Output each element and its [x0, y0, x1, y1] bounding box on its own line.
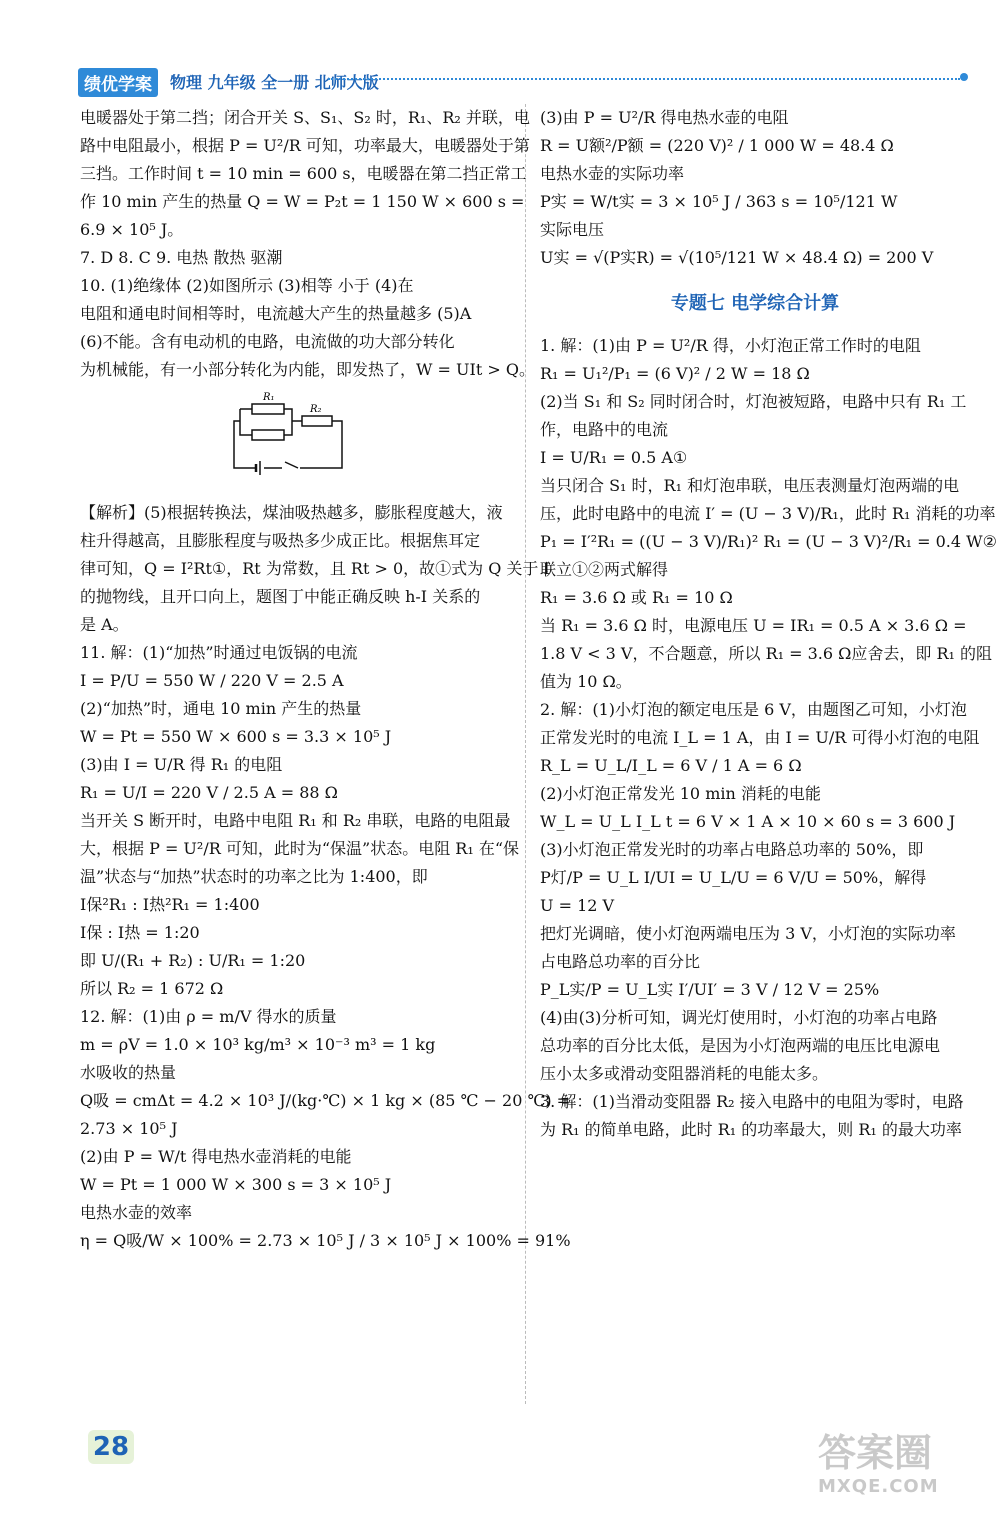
text-line: 【解析】(5)根据转换法，煤油吸热越多，膨胀程度越大，液	[80, 503, 503, 522]
text-line: 作，电路中的电流	[540, 420, 669, 439]
text-line: 当开关 S 断开时，电路中电阻 R₁ 和 R₂ 串联，电路的电阻最	[80, 811, 511, 830]
text-line: 的抛物线，且开口向上，题图丁中能正确反映 h-I 关系的	[80, 587, 481, 606]
text-line: 占电路总功率的百分比	[540, 952, 701, 971]
text-line: 当 R₁ = 3.6 Ω 时，电源电压 U = IR₁ = 0.5 A × 3.6 Ω =	[540, 616, 967, 635]
watermark-url: MXQE.COM	[818, 1476, 939, 1497]
text-line: 即 U/(R₁ + R₂) : U/R₁ = 1:20	[80, 951, 306, 970]
left-column	[80, 104, 571, 1255]
text-line: 为机械能，有一小部分转化为内能，即发热了，W = UIt > Q。	[80, 360, 535, 379]
text-line: 作 10 min 产生的热量 Q = W = P₂t = 1 150 W × 600 s =	[80, 192, 525, 211]
text-line: 2.73 × 10⁵ J	[80, 1119, 178, 1138]
page-number: 28	[88, 1430, 134, 1464]
text-line: I = P/U = 550 W / 220 V = 2.5 A	[80, 671, 344, 690]
text-line: 总功率的百分比太低，是因为小灯泡两端的电压比电源电	[540, 1036, 941, 1055]
text-line: W = Pt = 550 W × 600 s = 3.3 × 10⁵ J	[80, 727, 392, 746]
text-line: 6.9 × 10⁵ J。	[80, 220, 184, 239]
text-line: 律可知，Q = I²Rt①，Rt 为常数，且 Rt > 0，故①式为 Q 关于 I	[80, 559, 550, 578]
text-line: 2. 解：(1)小灯泡的额定电压是 6 V，由题图乙可知，小灯泡	[540, 700, 967, 719]
text-line: U实 = √(P实R) = √(10⁵/121 W × 48.4 Ω) = 200 V	[540, 248, 934, 267]
text-line: η = Q吸/W × 100% = 2.73 × 10⁵ J / 3 × 10⁵ J × 100% = 91%	[80, 1231, 571, 1250]
text-line: P实 = W/t实 = 3 × 10⁵ J / 363 s = 10⁵/121 W	[540, 192, 898, 211]
text-line: 1.8 V < 3 V，不合题意，所以 R₁ = 3.6 Ω应舍去，即 R₁ 的阻	[540, 644, 993, 663]
text-line: 实际电压	[540, 220, 605, 239]
text-line: W_L = U_L I_L t = 6 V × 1 A × 10 × 60 s = 3 600 J	[540, 812, 956, 831]
text-line: 7. D 8. C 9. 电热 散热 驱潮	[80, 248, 283, 267]
r2-label: R₂	[310, 404, 322, 415]
text-line: 3. 解：(1)当滑动变阻器 R₂ 接入电路中的电阻为零时，电路	[540, 1092, 964, 1111]
text-line: 柱升得越高，且膨胀程度与吸热多少成正比。根据焦耳定	[80, 531, 481, 550]
text-line: (3)由 I = U/R 得 R₁ 的电阻	[80, 755, 283, 774]
watermark	[818, 1430, 988, 1510]
text-line: (2)由 P = W/t 得电热水壶消耗的电能	[80, 1147, 352, 1166]
brand-logo: 绩优学案	[78, 68, 158, 97]
text-line: P_L实/P = U_L实 I′/UI′ = 3 V / 12 V = 25%	[540, 980, 880, 999]
column-divider	[525, 104, 526, 1404]
text-line: 电暖器处于第二挡；闭合开关 S、S₁、S₂ 时，R₁、R₂ 并联，电	[80, 108, 530, 127]
text-line: (3)由 P = U²/R 得电热水壶的电阻	[540, 108, 789, 127]
text-line: R₁ = 3.6 Ω 或 R₁ = 10 Ω	[540, 588, 733, 607]
text-line: 水吸收的热量	[80, 1063, 177, 1082]
text-line: 所以 R₂ = 1 672 Ω	[80, 979, 224, 998]
text-line: 压小太多或滑动变阻器消耗的电能太多。	[540, 1064, 829, 1083]
text-line: 1. 解：(1)由 P = U²/R 得，小灯泡正常工作时的电阻	[540, 336, 921, 355]
text-line: (2)小灯泡正常发光 10 min 消耗的电能	[540, 784, 821, 803]
text-line: (2)当 S₁ 和 S₂ 同时闭合时，灯泡被短路，电路中只有 R₁ 工	[540, 392, 967, 411]
text-line: 温”状态与“加热”状态时的功率之比为 1:400，即	[80, 867, 428, 886]
header-rule	[328, 78, 960, 80]
text-line: 把灯光调暗，使小灯泡两端电压为 3 V，小灯泡的实际功率	[540, 924, 956, 943]
text-line: R_L = U_L/I_L = 6 V / 1 A = 6 Ω	[540, 756, 802, 775]
text-line: P灯/P = U_L I/UI = U_L/U = 6 V/U = 50%，解得	[540, 868, 927, 887]
text-line: 电热水壶的效率	[80, 1203, 193, 1222]
text-line: I保²R₁ : I热²R₁ = 1:400	[80, 895, 260, 914]
page-header	[78, 66, 968, 100]
text-line: 10. (1)绝缘体 (2)如图所示 (3)相等 小于 (4)在	[80, 276, 414, 295]
text-line: I = U/R₁ = 0.5 A①	[540, 448, 688, 467]
watermark-text: 答案圈	[818, 1431, 933, 1475]
text-line: 电阻和通电时间相等时，电流越大产生的热量越多 (5)A	[80, 304, 472, 323]
text-line: 12. 解：(1)由 ρ = m/V 得水的质量	[80, 1007, 337, 1026]
text-line: (6)不能。含有电动机的电路，电流做的功大部分转化	[80, 332, 455, 351]
right-column	[540, 104, 997, 1144]
header-dot	[960, 73, 968, 81]
text-line: m = ρV = 1.0 × 10³ kg/m³ × 10⁻³ m³ = 1 kg	[80, 1035, 436, 1054]
text-line: (2)“加热”时，通电 10 min 产生的热量	[80, 699, 362, 718]
text-line: 联立①②两式解得	[540, 560, 669, 579]
text-line: 路中电阻最小，根据 P = U²/R 可知，功率最大，电暖器处于第	[80, 136, 530, 155]
r1-label: R₁	[263, 392, 275, 403]
text-line: 11. 解：(1)“加热”时通过电饭锅的电流	[80, 643, 358, 662]
text-line: R₁ = U/I = 220 V / 2.5 A = 88 Ω	[80, 783, 338, 802]
text-line: 值为 10 Ω。	[540, 672, 632, 691]
text-line: (3)小灯泡正常发光时的功率占电路总功率的 50%，即	[540, 840, 924, 859]
text-line: 电热水壶的实际功率	[540, 164, 685, 183]
text-line: 压，此时电路中的电流 I′ = (U − 3 V)/R₁，此时 R₁ 消耗的功率	[540, 504, 996, 523]
circuit-diagram	[230, 390, 350, 480]
text-line: 正常发光时的电流 I_L = 1 A，由 I = U/R 可得小灯泡的电阻	[540, 728, 980, 747]
text-line: U = 12 V	[540, 896, 615, 915]
text-line: R = U额²/P额 = (220 V)² / 1 000 W = 48.4 Ω	[540, 136, 894, 155]
text-line: 大，根据 P = U²/R 可知，此时为“保温”状态。电阻 R₁ 在“保	[80, 839, 520, 858]
text-line: R₁ = U₁²/P₁ = (6 V)² / 2 W = 18 Ω	[540, 364, 810, 383]
text-line: P₁ = I′²R₁ = ((U − 3 V)/R₁)² R₁ = (U − 3 V)²/R₁ = 0.4 W②	[540, 532, 997, 551]
text-line: Q吸 = cmΔt = 4.2 × 10³ J/(kg·℃) × 1 kg × (85 ℃ − 20 ℃) =	[80, 1091, 571, 1110]
text-line: I保 : I热 = 1:20	[80, 923, 200, 942]
text-line: 三挡。工作时间 t = 10 min = 600 s，电暖器在第二挡正常工	[80, 164, 527, 183]
section-title: 专题七 电学综合计算	[670, 293, 840, 314]
header-subject: 物理 九年级 全一册 北师大版	[170, 73, 379, 92]
text-line: W = Pt = 1 000 W × 300 s = 3 × 10⁵ J	[80, 1175, 392, 1194]
text-line: (4)由(3)分析可知，调光灯使用时，小灯泡的功率占电路	[540, 1008, 938, 1027]
text-line: 为 R₁ 的简单电路，此时 R₁ 的功率最大，则 R₁ 的最大功率	[540, 1120, 962, 1139]
text-line: 当只闭合 S₁ 时，R₁ 和灯泡串联，电压表测量灯泡两端的电	[540, 476, 960, 495]
text-line: 是 A。	[80, 615, 129, 634]
